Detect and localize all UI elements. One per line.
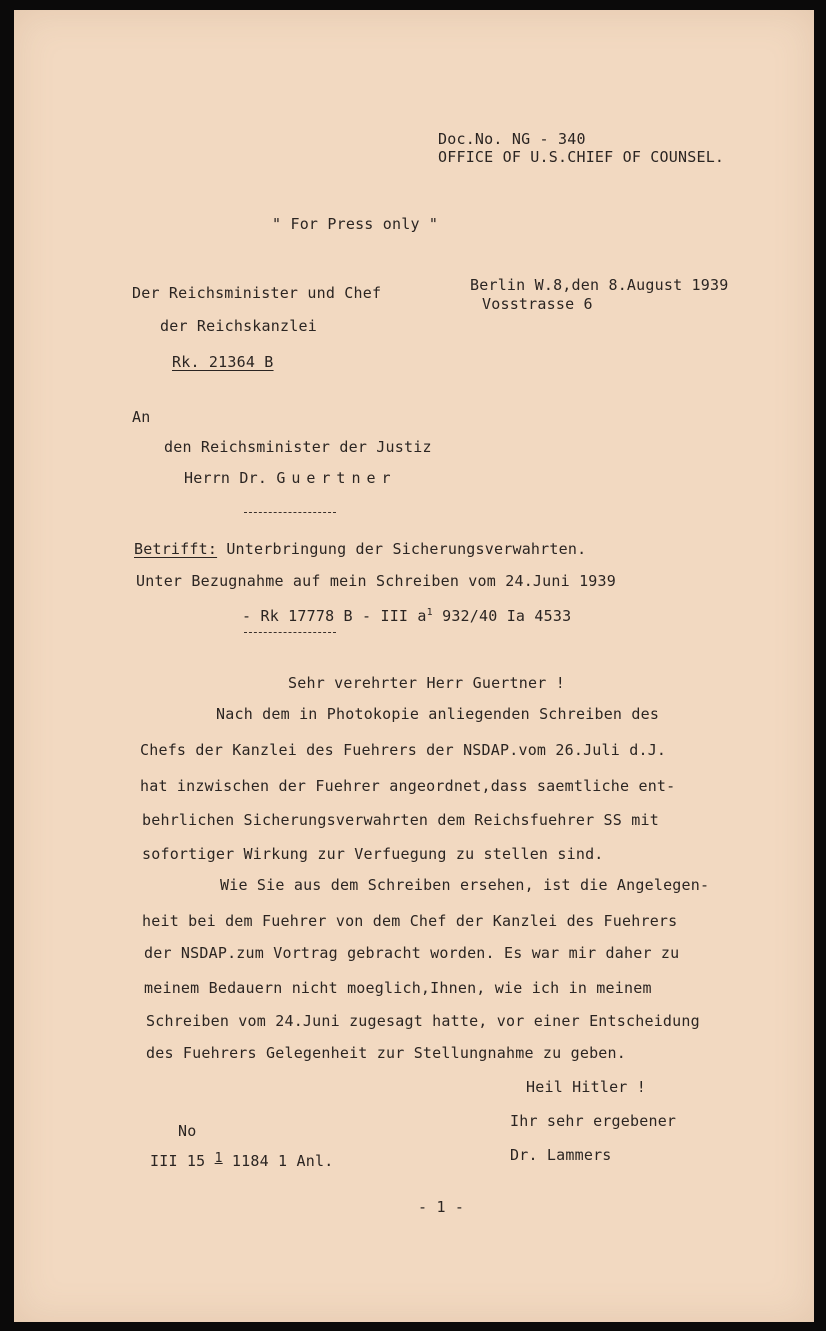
- page-number: - 1 -: [418, 1198, 465, 1216]
- place-date-line: Berlin W.8,den 8.August 1939: [470, 276, 729, 294]
- closing-greeting: Heil Hitler !: [526, 1078, 646, 1096]
- recipient-an: An: [132, 408, 151, 426]
- body-line: behrlichen Sicherungsverwahrten dem Reichsfuehrer SS mit: [142, 811, 659, 829]
- body-line: heit bei dem Fuehrer von dem Chef der Kanzlei des Fuehrers: [142, 912, 678, 930]
- doc-number: Doc.No. NG - 340: [438, 130, 586, 148]
- file-note-reference: III 15 1 1184 1 Anl.: [150, 1151, 334, 1170]
- body-line: Nach dem in Photokopie anliegenden Schreiben des: [216, 705, 660, 723]
- closing-signature: Dr. Lammers: [510, 1146, 612, 1164]
- recipient-name-line: [184, 469, 397, 487]
- salutation: Sehr verehrter Herr Guertner !: [288, 674, 565, 692]
- subject-label: Betrifft:: [134, 540, 218, 558]
- sender-line-1: Der Reichsminister und Chef: [132, 284, 382, 302]
- body-line: meinem Bedauern nicht moeglich,Ihnen, wie ich in meinem: [144, 979, 652, 997]
- body-line: der NSDAP.zum Vortrag gebracht worden. Es war mir daher zu: [144, 944, 680, 962]
- subject-file-reference: - Rk 17778 B - III $a^1$ 932/40 Ia 4533: [242, 607, 572, 625]
- recipient-line-1: den Reichsminister der Justiz: [164, 438, 432, 456]
- body-line: Wie Sie aus dem Schreiben ersehen, ist die Angelegen-: [220, 876, 710, 894]
- document-page: [14, 10, 814, 1322]
- body-line: Schreiben vom 24.Juni zugesagt hatte, vor einer Entscheidung: [146, 1012, 700, 1030]
- press-note: " For Press only ": [272, 215, 439, 233]
- body-line: hat inzwischen der Fuehrer angeordnet,dass saemtliche ent-: [140, 777, 676, 795]
- body-line: sofortiger Wirkung zur Verfuegung zu stellen sind.: [142, 845, 604, 863]
- sender-line-2: der Reichskanzlei: [160, 317, 317, 335]
- recipient-name: Guertner: [276, 469, 397, 487]
- recipient-name-prefix: Herrn Dr.: [184, 469, 268, 487]
- office-line: OFFICE OF U.S.CHIEF OF COUNSEL.: [438, 148, 725, 166]
- subject-line: [134, 540, 586, 558]
- address-line: Vosstrasse 6: [482, 295, 593, 313]
- divider-subject: [244, 632, 336, 633]
- file-note-no: No: [178, 1122, 197, 1140]
- sender-reference: Rk. 21364 B: [172, 353, 274, 371]
- divider-recipient: [244, 512, 336, 513]
- closing-regards: Ihr sehr ergebener: [510, 1112, 677, 1130]
- subject-text: Unterbringung der Sicherungsverwahrten.: [226, 540, 587, 558]
- body-line: des Fuehrers Gelegenheit zur Stellungnahme zu geben.: [146, 1044, 626, 1062]
- subject-reference-line: Unter Bezugnahme auf mein Schreiben vom 24.Juni 1939: [136, 572, 616, 590]
- body-line: Chefs der Kanzlei des Fuehrers der NSDAP.vom 26.Juli d.J.: [140, 741, 667, 759]
